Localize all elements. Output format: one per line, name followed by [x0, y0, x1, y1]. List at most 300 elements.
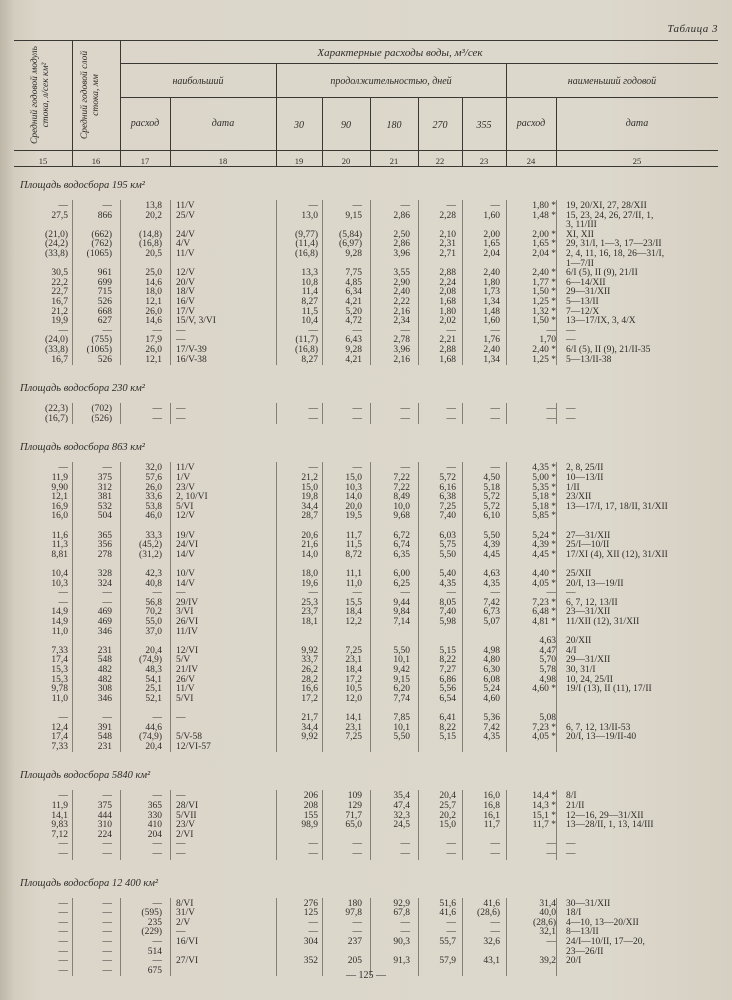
table-cell: 15,0 [439, 820, 456, 831]
table-cell: 28,2 [301, 674, 318, 685]
table-cell: 206 [303, 791, 318, 802]
table-cell: — [546, 588, 556, 599]
table-cell: 10,5 [345, 684, 362, 695]
table-cell: 20,4 [145, 741, 162, 752]
table-cell: 18,4 [345, 607, 362, 618]
table-cell: 13,0 [301, 210, 318, 221]
table-cell: 21,6 [301, 540, 318, 551]
table-cell: 5,72 [483, 501, 500, 512]
table-cell: 14,4 * [532, 791, 556, 802]
table-cell: 14,9 [51, 617, 68, 627]
table-cell: 278 [97, 549, 112, 560]
table-cell: 9,28 [345, 345, 362, 355]
table-cell: 304 [303, 937, 318, 947]
table-cell: 10,8 [301, 277, 318, 288]
table-cell: 4,05 * [532, 578, 556, 589]
table-cell: 129 [347, 801, 362, 811]
table-cell: — [546, 849, 556, 859]
table-cell: 5,36 [483, 713, 500, 723]
table-cell: 13—17/I, 17, 18/II, 31/XII [566, 501, 668, 512]
table-cell: 11,1 [345, 569, 362, 579]
table-cell: — [152, 713, 162, 723]
table-cell: 33,7 [301, 655, 318, 666]
table-cell: 8,81 [51, 549, 68, 560]
table-cell: — [58, 898, 68, 909]
table-cell: 26/V [176, 674, 195, 685]
table-cell: 9,92 [301, 645, 318, 656]
table-cell: — [176, 839, 186, 850]
table-cell: 4,39 * [532, 540, 556, 551]
table-cell: 23/V [176, 482, 195, 493]
table-cell: — [58, 713, 68, 723]
table-cell: 21,2 [301, 473, 318, 483]
table-cell: 1,50 * [532, 316, 556, 327]
table-cell: 30—31/XII [566, 898, 611, 909]
table-cell: 276 [303, 898, 318, 909]
table-cell: 18/I [566, 908, 582, 919]
section-title: Площадь водосбора 195 км² [20, 180, 145, 191]
table-cell: 47,4 [393, 801, 410, 811]
table-cell: — [58, 917, 68, 928]
column-rule [370, 462, 371, 752]
table-cell: — [102, 463, 112, 474]
table-cell: 3, 11/III [566, 220, 597, 231]
table-cell: 4,35 [439, 578, 456, 589]
table-cell: 2,16 [393, 354, 410, 365]
table-cell: 1,68 [439, 297, 456, 307]
column-rule [276, 898, 277, 977]
column-rule [276, 403, 277, 424]
table-cell: 56,8 [145, 597, 162, 608]
table-cell: 10—13/II [566, 473, 604, 483]
table-cell: 32,1 [539, 927, 556, 938]
table-cell: — [352, 413, 362, 424]
table-cell: 5,78 [539, 665, 556, 675]
table-cell: 2,34 [393, 316, 410, 327]
column-rule [120, 200, 121, 365]
column-rule [556, 898, 557, 977]
table-cell: 40,8 [145, 578, 162, 589]
table-cell: 7,40 [439, 511, 456, 522]
table-cell: — [400, 463, 410, 474]
table-cell: 6,43 [345, 335, 362, 346]
table-cell: 11/V [176, 201, 195, 211]
table-cell: 37,0 [145, 626, 162, 637]
table-cell: — [546, 839, 556, 850]
column-rule [72, 898, 73, 977]
table-cell: 11,4 [301, 287, 318, 298]
table-cell: 5—13/II-38 [566, 354, 612, 365]
table-cell: 30, 31/I [566, 665, 596, 675]
table-cell: 8/I [566, 791, 577, 802]
table-cell: 2,40 [483, 345, 500, 355]
table-cell: 2,08 [439, 287, 456, 298]
table-cell: 7,25 [345, 732, 362, 743]
table-cell: — [102, 791, 112, 802]
table-cell: 866 [97, 210, 112, 221]
table-cell: 91,3 [393, 956, 410, 967]
table-cell: (74,9) [139, 732, 162, 743]
table-cell: 25,3 [301, 597, 318, 608]
column-rule [556, 462, 557, 752]
table-cell: 20,0 [345, 501, 362, 512]
table-cell: — [152, 791, 162, 802]
header-divider [120, 40, 121, 166]
table-cell: 11,9 [51, 801, 68, 811]
table-cell: — [102, 597, 112, 608]
section-title: Площадь водосбора 5840 км² [20, 770, 151, 782]
table-cell: — [566, 325, 576, 336]
table-cell: 5—13/II [566, 297, 599, 307]
table-cell: 12,1 [51, 492, 68, 503]
table-cell: 32,3 [393, 810, 410, 821]
table-cell: 4/I [566, 645, 577, 656]
table-cell: 15,1 * [532, 810, 556, 821]
table-cell: — [152, 413, 162, 424]
table-cell: 23,1 [345, 722, 362, 733]
column-rule [276, 200, 277, 365]
table-cell: — [152, 404, 162, 415]
table-cell: 29—31/XII [566, 287, 611, 298]
table-cell: — [176, 927, 186, 938]
table-cell: 4,80 [483, 655, 500, 666]
column-rule [556, 403, 557, 424]
table-cell: 328 [97, 569, 112, 579]
table-cell: 4/V [176, 239, 191, 250]
table-cell: 23—31/XII [566, 607, 611, 618]
table-cell: 9,78 [51, 684, 68, 695]
table-cell: 14,0 [345, 492, 362, 503]
table-cell: 51,6 [439, 898, 456, 909]
page-number: — 125 — [346, 970, 386, 981]
header-divider [462, 97, 463, 166]
table-cell: 8,05 [439, 597, 456, 608]
table-cell: 19,8 [301, 492, 318, 503]
header-group-min: наименьший годовой [567, 76, 657, 87]
column-number: 18 [218, 156, 228, 166]
table-cell: 11,9 [51, 473, 68, 483]
table-cell: 1,65 * [532, 239, 556, 250]
table-cell: 5,08 [539, 713, 556, 723]
table-cell: 20/XII [566, 636, 592, 647]
table-cell: 5,35 * [532, 482, 556, 493]
table-cell: 13,3 [301, 268, 318, 279]
table-cell: 20/I, 13—19/II-40 [566, 732, 637, 743]
table-cell: 3/VI [176, 607, 194, 618]
table-cell: (595) [141, 908, 162, 919]
table-cell: 2,78 [393, 335, 410, 346]
table-cell: 109 [347, 791, 362, 802]
table-cell: 8/VI [176, 898, 194, 909]
table-cell: 34,4 [301, 501, 318, 512]
table-cell: 16/VI [176, 937, 199, 947]
table-cell: 11,7 [483, 820, 500, 831]
table-cell: 70,2 [145, 607, 162, 618]
column-rule [462, 200, 463, 365]
table-cell: — [58, 597, 68, 608]
table-cell: 5,18 * [532, 492, 556, 503]
table-cell: 7,75 [345, 268, 362, 279]
table-cell: 19/I (13), II (11), 17/II [566, 684, 652, 695]
table-cell: 310 [97, 820, 112, 831]
header-d90: 90 [341, 120, 351, 131]
table-cell: — [308, 463, 318, 474]
table-cell: 4,85 [345, 277, 362, 288]
table-cell: 346 [97, 693, 112, 704]
table-cell: — [490, 201, 500, 211]
header-divider [418, 97, 419, 166]
table-cell: 231 [97, 741, 112, 752]
table-cell: 2,88 [439, 345, 456, 355]
table-cell: — [102, 965, 112, 976]
table-cell: 16,1 [483, 810, 500, 821]
table-cell: 5,85 * [532, 511, 556, 522]
table-cell: 4,60 [483, 693, 500, 704]
table-cell: 5/VII [176, 810, 197, 821]
table-cell: 2,02 [439, 316, 456, 327]
table-cell: (762) [91, 239, 112, 250]
table-cell: 17,9 [145, 335, 162, 346]
table-cell: 18,1 [301, 617, 318, 627]
table-cell: 20,4 [145, 645, 162, 656]
column-rule [418, 462, 419, 752]
table-cell: 4—10, 13—20/XII [566, 917, 639, 928]
table-cell: 57,6 [145, 473, 162, 483]
table-cell: 526 [97, 297, 112, 307]
table-cell: 5,24 [483, 684, 500, 695]
table-cell: — [152, 325, 162, 336]
table-cell: 1,80 * [532, 201, 556, 211]
table-cell: 3,96 [393, 249, 410, 259]
table-cell: 5,15 [439, 645, 456, 656]
column-rule [506, 462, 507, 752]
table-cell: — [352, 201, 362, 211]
table-cell: 5,24 * [532, 530, 556, 541]
table-cell: 26,0 [145, 345, 162, 355]
table-cell: 6,10 [483, 511, 500, 522]
table-cell: (702) [91, 404, 112, 415]
table-cell: 12/V [176, 511, 195, 522]
table-cell: 235 [147, 917, 162, 928]
table-cell: 25,1 [145, 684, 162, 695]
table-cell: 5,50 [483, 530, 500, 541]
table-cell: 7,74 [393, 693, 410, 704]
column-rule [322, 403, 323, 424]
table-cell: (662) [91, 229, 112, 240]
table-cell: 2,04 * [532, 249, 556, 259]
table-cell: 1,70 [539, 335, 556, 346]
table-cell: — [352, 404, 362, 415]
table-cell: 17,4 [51, 732, 68, 743]
column-rule [322, 462, 323, 752]
column-number: 20 [341, 156, 351, 166]
table-cell: — [490, 325, 500, 336]
table-cell: 5,00 * [532, 473, 556, 483]
table-cell: 6,54 [439, 693, 456, 704]
table-cell: 20/I, 13—19/II [566, 578, 624, 589]
table-cell: 28,7 [301, 511, 318, 522]
table-cell: — [176, 404, 186, 415]
table-cell: 27,5 [51, 210, 68, 221]
table-cell: — [58, 839, 68, 850]
table-cell: 482 [97, 665, 112, 675]
table-cell: (31,2) [139, 549, 162, 560]
table-cell: 1/II [566, 482, 580, 493]
table-cell: 375 [97, 801, 112, 811]
header-sub-rule-2 [120, 97, 718, 98]
table-cell: — [446, 588, 456, 599]
table-cell: 4,63 [539, 636, 556, 647]
table-cell: 4,81 * [532, 617, 556, 627]
table-cell: 1,48 * [532, 210, 556, 221]
table-cell: 2,86 [393, 210, 410, 221]
table-cell: 10,0 [393, 501, 410, 512]
table-cell: 11,6 [51, 530, 68, 541]
table-cell: (28,6) [533, 917, 556, 928]
table-cell: 5,40 [439, 569, 456, 579]
table-cell: 97,8 [345, 908, 362, 919]
table-cell: 312 [97, 482, 112, 493]
table-cell: 6, 7, 12, 13/II [566, 597, 618, 608]
table-cell: — [490, 404, 500, 415]
table-cell: 6,20 [393, 684, 410, 695]
table-cell: 19,5 [345, 511, 362, 522]
table-cell: 224 [97, 829, 112, 840]
table-cell: 15,0 [345, 473, 362, 483]
table-cell: 20,5 [145, 249, 162, 259]
table-cell: 324 [97, 578, 112, 589]
table-cell: 6, 7, 12, 13/II-53 [566, 722, 631, 733]
table-cell: — [400, 917, 410, 928]
table-cell: 8,22 [439, 722, 456, 733]
table-cell: 26,0 [145, 306, 162, 317]
table-cell: (6,97) [339, 239, 362, 250]
table-cell: 26/VI [176, 617, 199, 627]
table-cell: 40,0 [539, 908, 556, 919]
table-cell: (28,6) [477, 908, 500, 919]
table-cell: 7,27 [439, 665, 456, 675]
table-cell: 10,3 [345, 482, 362, 493]
table-cell: 32,0 [145, 463, 162, 474]
table-cell: 14,0 [301, 549, 318, 560]
table-cell: 33,3 [145, 530, 162, 541]
table-cell: 5,15 [439, 732, 456, 743]
table-cell: 6,16 [439, 482, 456, 493]
table-cell: — [566, 849, 576, 859]
table-cell: 90,3 [393, 937, 410, 947]
table-cell: — [400, 849, 410, 859]
table-cell: — [58, 965, 68, 976]
table-cell: — [490, 463, 500, 474]
column-rule [418, 898, 419, 977]
table-cell: 12—16, 29—31/XII [566, 810, 644, 821]
table-cell: — [102, 588, 112, 599]
table-cell: 1,80 [483, 277, 500, 288]
table-cell: 22,2 [51, 277, 68, 288]
table-cell: 7,42 [483, 722, 500, 733]
table-cell: 57,9 [439, 956, 456, 967]
section-title: Площадь водосбора 12 400 км² [20, 877, 159, 889]
table-cell: 2/VI [176, 829, 194, 840]
table-cell: 12,1 [145, 354, 162, 365]
table-cell: 6,03 [439, 530, 456, 541]
table-cell: 24/VI [176, 540, 199, 551]
header-col16: Средний годовой слой стока, мм [80, 50, 101, 140]
column-rule [72, 790, 73, 859]
table-cell: 29, 31/I, 1—3, 17—23/II [566, 239, 662, 250]
column-rule [370, 403, 371, 424]
table-cell: — [400, 927, 410, 938]
column-rule [170, 898, 171, 977]
column-rule [556, 790, 557, 859]
table-cell: 444 [97, 810, 112, 821]
table-cell: 668 [97, 306, 112, 317]
table-cell: 41,6 [483, 898, 500, 909]
table-cell: 125 [303, 908, 318, 919]
table-cell: 10,1 [393, 655, 410, 666]
table-cell: 5,70 [539, 655, 556, 666]
table-cell: 2,86 [393, 239, 410, 250]
table-cell: 7,12 [51, 829, 68, 840]
table-label: Таблица 3 [667, 23, 718, 35]
column-number: 19 [294, 156, 304, 166]
table-cell: 11,3 [51, 540, 68, 551]
table-cell: 24,5 [393, 820, 410, 831]
table-cell: 5,72 [439, 473, 456, 483]
table-cell: 5,72 [483, 492, 500, 503]
table-cell: 4,63 [483, 569, 500, 579]
table-cell: 14,3 * [532, 801, 556, 811]
table-cell: (21,0) [45, 229, 68, 240]
table-cell: 53,8 [145, 501, 162, 512]
table-cell: — [102, 927, 112, 938]
table-cell: 11,7 * [532, 820, 556, 831]
header-group-max: наибольший [172, 76, 224, 87]
table-cell: 55,0 [145, 617, 162, 627]
table-cell: 675 [147, 965, 162, 976]
table-cell: — [546, 404, 556, 415]
table-cell: — [446, 849, 456, 859]
table-cell: 2,28 [439, 210, 456, 221]
table-cell: 17/V [176, 306, 195, 317]
colno-bottom-rule [14, 166, 718, 167]
header-d355: 355 [476, 120, 492, 131]
table-cell: 6,25 [393, 578, 410, 589]
table-cell: 25,7 [439, 801, 456, 811]
table-cell: 16,0 [483, 791, 500, 802]
table-cell: 1,50 * [532, 287, 556, 298]
table-cell: 10, 24, 25/II [566, 674, 613, 685]
table-cell: 18/V [176, 287, 195, 298]
table-cell: 6,41 [439, 713, 456, 723]
table-cell: 15,3 [51, 674, 68, 685]
table-cell: — [102, 713, 112, 723]
table-cell: — [58, 849, 68, 859]
table-cell: 25/XII [566, 569, 592, 579]
table-cell: 26,2 [301, 665, 318, 675]
column-rule [462, 790, 463, 859]
column-rule [120, 898, 121, 977]
table-cell: 6/I (5), II (9), 21/II-35 [566, 345, 651, 355]
table-cell: 5,20 [345, 306, 362, 317]
table-cell: 12/V [176, 268, 195, 279]
table-cell: — [308, 917, 318, 928]
table-cell: 23—26/II [566, 946, 604, 957]
table-cell: 20/V [176, 277, 195, 288]
table-cell: 12,0 [345, 693, 362, 704]
table-cell: 16/V-38 [176, 354, 207, 365]
table-cell: 7,14 [393, 617, 410, 627]
